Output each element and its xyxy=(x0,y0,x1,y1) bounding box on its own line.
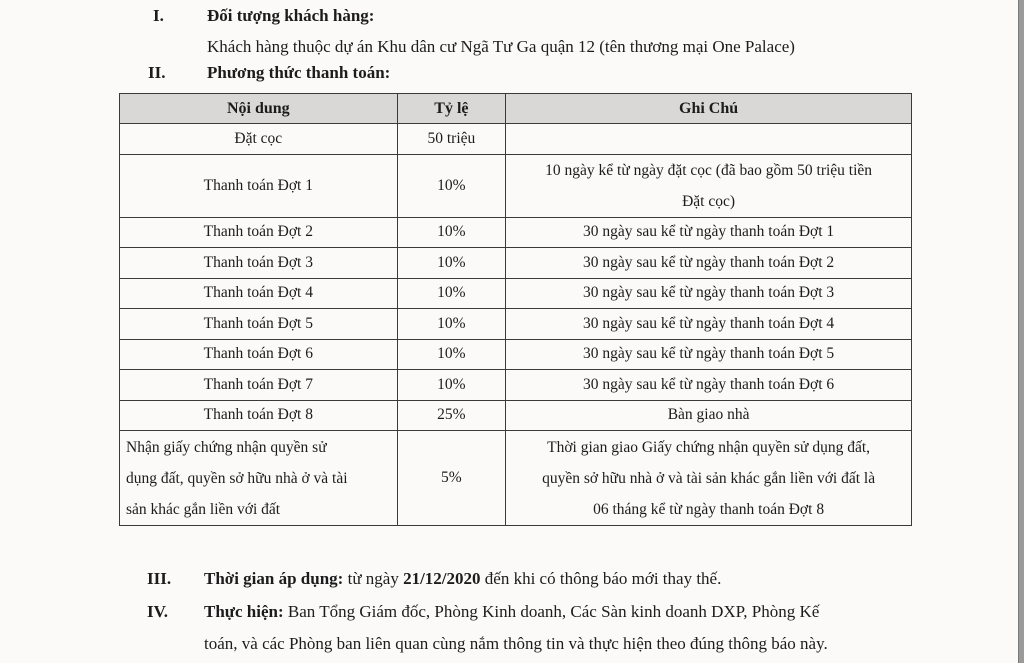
note-line: Đặt cọc) xyxy=(682,192,736,210)
content-line: sản khác gắn liền với đất xyxy=(126,500,281,518)
cell-content: Thanh toán Đợt 5 xyxy=(120,309,398,340)
section-iii-line xyxy=(204,569,721,589)
section-i-numeral: I. xyxy=(153,6,164,25)
table-row xyxy=(120,248,912,279)
section-iv-title: Thực hiện: xyxy=(204,602,284,621)
cell-rate: 10% xyxy=(397,248,506,279)
table-row xyxy=(120,339,912,370)
section-iii-body-post: đến khi có thông báo mới thay thế. xyxy=(480,569,722,588)
note-line: Thời gian giao Giấy chứng nhận quyền sử dụng đất, xyxy=(547,438,871,456)
cell-rate: 50 triệu xyxy=(397,124,506,155)
cell-rate: 10% xyxy=(397,309,506,340)
cell-content: Thanh toán Đợt 3 xyxy=(120,248,398,279)
cell-note xyxy=(506,431,912,526)
cell-note: 30 ngày sau kể từ ngày thanh toán Đợt 3 xyxy=(506,278,912,309)
section-iii-numeral: III. xyxy=(147,569,172,588)
header-note: Ghi Chú xyxy=(506,94,912,124)
cell-note: Bàn giao nhà xyxy=(506,400,912,431)
cell-rate: 25% xyxy=(397,400,506,431)
cell-rate: 5% xyxy=(397,431,506,526)
table-row xyxy=(120,309,912,340)
note-line: 06 tháng kể từ ngày thanh toán Đợt 8 xyxy=(593,500,825,518)
table-row xyxy=(120,154,912,217)
cell-content: Đặt cọc xyxy=(120,124,398,155)
cell-note: 30 ngày sau kể từ ngày thanh toán Đợt 5 xyxy=(506,339,912,370)
table-row xyxy=(120,217,912,248)
section-ii-numeral: II. xyxy=(148,63,166,82)
table-header-row xyxy=(120,94,912,124)
cell-note: 30 ngày sau kể từ ngày thanh toán Đợt 6 xyxy=(506,370,912,401)
cell-content: Thanh toán Đợt 6 xyxy=(120,339,398,370)
cell-rate: 10% xyxy=(397,154,506,217)
table-row xyxy=(120,431,912,526)
section-iii-title: Thời gian áp dụng: xyxy=(204,569,344,588)
section-iii-date: 21/12/2020 xyxy=(403,569,481,588)
table-row xyxy=(120,278,912,309)
cell-content: Thanh toán Đợt 4 xyxy=(120,278,398,309)
section-iii-body-pre: từ ngày xyxy=(343,569,404,588)
section-iv-body-line1: Ban Tổng Giám đốc, Phòng Kinh doanh, Các Sàn kinh doanh DXP, Phòng Kế xyxy=(283,602,820,621)
content-line: dụng đất, quyền sở hữu nhà ở và tài xyxy=(126,469,348,487)
cell-rate: 10% xyxy=(397,217,506,248)
cell-note: 30 ngày sau kể từ ngày thanh toán Đợt 2 xyxy=(506,248,912,279)
viewer-edge-strip xyxy=(1018,0,1024,663)
header-rate: Tỷ lệ xyxy=(397,94,506,124)
table-row xyxy=(120,124,912,155)
cell-rate: 10% xyxy=(397,278,506,309)
cell-note xyxy=(506,154,912,217)
note-line: quyền sở hữu nhà ở và tài sản khác gắn liền với đất là xyxy=(542,469,876,487)
note-line: 10 ngày kể từ ngày đặt cọc (đã bao gồm 50 triệu tiền xyxy=(545,161,873,179)
cell-content: Thanh toán Đợt 1 xyxy=(120,154,398,217)
table-row xyxy=(120,400,912,431)
section-ii-title: Phương thức thanh toán: xyxy=(207,63,391,82)
cell-content: Thanh toán Đợt 7 xyxy=(120,370,398,401)
cell-content: Thanh toán Đợt 8 xyxy=(120,400,398,431)
cell-note: 30 ngày sau kể từ ngày thanh toán Đợt 4 xyxy=(506,309,912,340)
header-content: Nội dung xyxy=(120,94,398,124)
cell-content xyxy=(120,431,398,526)
cell-note xyxy=(506,124,912,155)
cell-rate: 10% xyxy=(397,370,506,401)
section-iv-body-line2: toán, và các Phòng ban liên quan cùng nắm thông tin và thực hiện theo đúng thông báo này. xyxy=(204,634,828,653)
content-line: Nhận giấy chứng nhận quyền sử xyxy=(126,438,327,456)
section-iv-numeral: IV. xyxy=(147,602,168,621)
section-i-body: Khách hàng thuộc dự án Khu dân cư Ngã Tư Ga quận 12 (tên thương mại One Palace) xyxy=(207,37,795,56)
section-i-title: Đối tượng khách hàng: xyxy=(207,6,375,25)
table-row xyxy=(120,370,912,401)
cell-content: Thanh toán Đợt 2 xyxy=(120,217,398,248)
cell-rate: 10% xyxy=(397,339,506,370)
cell-note: 30 ngày sau kể từ ngày thanh toán Đợt 1 xyxy=(506,217,912,248)
payment-schedule-table xyxy=(119,93,912,526)
section-iv-line1 xyxy=(204,602,819,622)
